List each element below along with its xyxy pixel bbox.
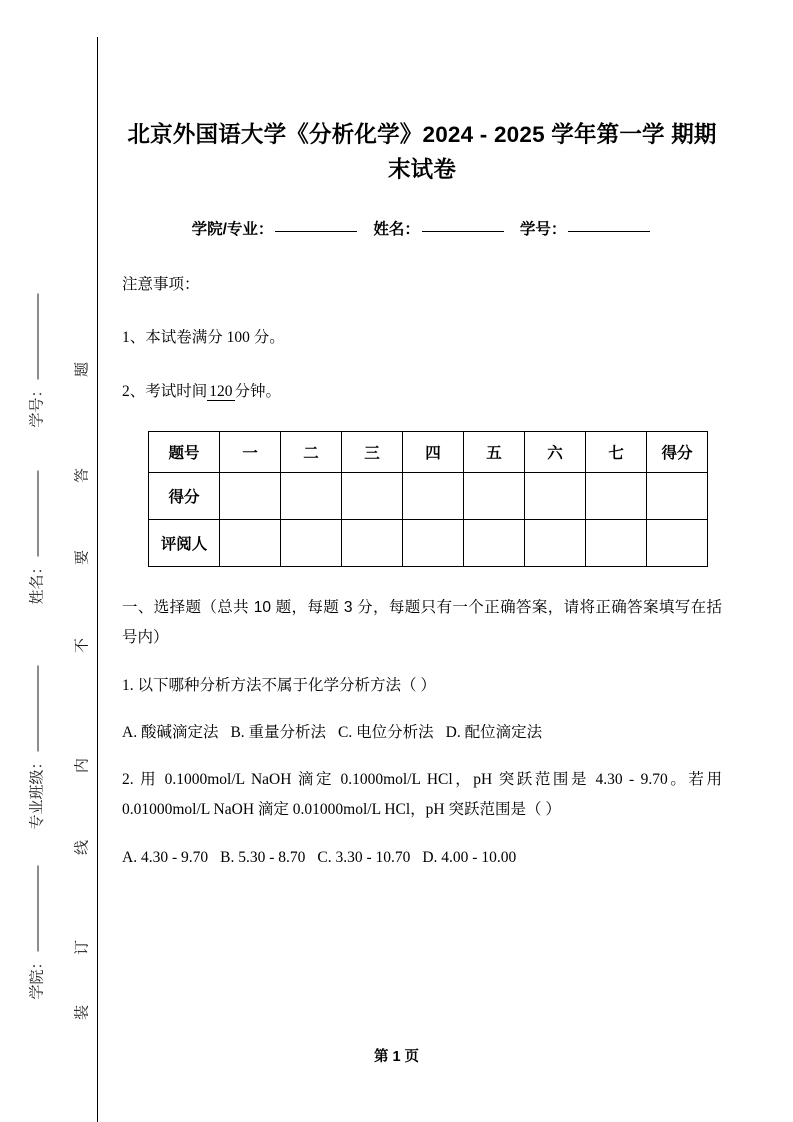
score-cell-0-6[interactable] — [586, 473, 647, 520]
question-2-option-c[interactable]: C. 3.30 - 10.70 — [317, 848, 411, 866]
table-row — [149, 473, 708, 520]
score-table-header-cell-2: 二 — [281, 432, 342, 473]
score-cell-0-2[interactable] — [342, 473, 403, 520]
score-cell-0-5[interactable] — [525, 473, 586, 520]
notice-item-1 — [122, 292, 722, 346]
question-2-option-a[interactable]: A. 4.30 - 9.70 — [122, 848, 209, 866]
score-cell-0-7[interactable] — [647, 473, 708, 520]
score-row-label-grader: 评阅人 — [149, 520, 220, 567]
score-cell-0-4[interactable] — [464, 473, 525, 520]
seal-field-name-label: 姓名： — [29, 559, 46, 605]
question-1-options — [122, 701, 722, 748]
notice-item-2 — [122, 346, 722, 400]
score-table-header-cell-1: 一 — [220, 432, 281, 473]
question-2-option-b[interactable]: B. 5.30 - 8.70 — [220, 848, 306, 866]
seal-char-7: 装 — [74, 1005, 91, 1021]
seal-field-class-label: 专业班级： — [29, 754, 46, 830]
score-table-header-cell-3: 三 — [342, 432, 403, 473]
score-cell-1-3[interactable] — [403, 520, 464, 567]
seal-field-name — [31, 438, 46, 638]
notice-item-2-prefix: 2、考试时间 — [122, 382, 208, 400]
notice-heading: 注意事项： — [122, 275, 200, 293]
seal-field-class-blank[interactable] — [38, 666, 39, 752]
table-row — [149, 520, 708, 567]
notice-item-1-text: 1、本试卷满分 100 分。 — [122, 329, 285, 347]
question-2-option-d[interactable]: D. 4.00 - 10.00 — [422, 848, 517, 866]
score-cell-1-2[interactable] — [342, 520, 403, 567]
name-label: 姓名： — [373, 220, 420, 238]
score-cell-0-3[interactable] — [403, 473, 464, 520]
seal-field-college — [31, 833, 46, 1033]
score-cell-1-7[interactable] — [647, 520, 708, 567]
section-heading-1: 一、选择题（总共 10 题，每题 3 分，每题只有一个正确答案，请将正确答案填写在括号内） — [122, 599, 722, 647]
college-major-input[interactable] — [275, 231, 357, 232]
score-table-header-row — [149, 432, 708, 473]
question-1-option-a[interactable]: A. 酸碱滴定法 — [122, 723, 219, 741]
question-2-options — [122, 826, 722, 873]
student-id-input[interactable] — [568, 231, 650, 232]
page-title-line1: 北京外国语大学《分析化学》2024 - 2025 学年第一学 — [127, 122, 665, 147]
score-cell-1-1[interactable] — [281, 520, 342, 567]
exam-duration-value: 120 — [209, 382, 233, 400]
seal-field-college-label: 学院： — [29, 954, 46, 1000]
score-cell-1-5[interactable] — [525, 520, 586, 567]
seal-char-1: 答 — [74, 468, 91, 484]
seal-char-4: 内 — [74, 758, 91, 774]
score-table-header-cell-5: 五 — [464, 432, 525, 473]
question-2-stem: 2. 用 0.1000mol/L NaOH 滴定 0.1000mol/L HCl，pH 突跃范围是 4.30 - 9.70。若用 0.01000mol/L NaOH 滴定 0.01000mol/L HCl，pH 突跃范围是（ ） — [122, 771, 722, 819]
score-cell-1-4[interactable] — [464, 520, 525, 567]
seal-field-class — [31, 648, 46, 848]
seal-char-0: 题 — [74, 362, 91, 378]
page-title — [122, 0, 722, 188]
college-major-label: 学院/专业： — [191, 220, 274, 238]
seal-char-6: 订 — [74, 940, 91, 956]
seal-field-student-id-blank[interactable] — [38, 294, 39, 380]
score-table-header-cell-0: 题号 — [149, 432, 220, 473]
notice-item-2-suffix: 分钟。 — [234, 382, 282, 400]
score-cell-0-1[interactable] — [281, 473, 342, 520]
seal-field-student-id-label: 学号： — [29, 382, 46, 428]
page-footer: 第 1 页 — [373, 1049, 420, 1065]
question-1-option-d[interactable]: D. 配位滴定法 — [445, 723, 543, 741]
question-1-option-b[interactable]: B. 重量分析法 — [230, 723, 327, 741]
score-table-header-cell-6: 六 — [525, 432, 586, 473]
seal-char-3: 不 — [74, 638, 91, 654]
seal-field-college-blank[interactable] — [38, 866, 39, 952]
score-table — [148, 431, 708, 567]
question-1-stem: 1. 以下哪种分析方法不属于化学分析方法（ ） — [122, 676, 436, 694]
seal-field-student-id — [31, 261, 46, 461]
seal-char-5: 线 — [74, 840, 91, 856]
score-row-label-score: 得分 — [149, 473, 220, 520]
student-id-label: 学号： — [519, 220, 567, 238]
score-cell-1-0[interactable] — [220, 520, 281, 567]
student-info-row — [122, 217, 722, 239]
score-table-header-cell-4: 四 — [403, 432, 464, 473]
question-1-option-c[interactable]: C. 电位分析法 — [338, 723, 434, 741]
score-table-header-cell-7: 七 — [586, 432, 647, 473]
score-cell-1-6[interactable] — [586, 520, 647, 567]
seal-field-name-blank[interactable] — [38, 471, 39, 557]
score-table-header-cell-8: 得分 — [647, 432, 708, 473]
seal-vertical-rule — [97, 37, 98, 1122]
name-input[interactable] — [422, 231, 504, 232]
seal-char-2: 要 — [74, 550, 91, 566]
score-cell-0-0[interactable] — [220, 473, 281, 520]
page-title-line2: 期期末试卷 — [387, 122, 717, 182]
exam-content — [122, 0, 722, 1122]
